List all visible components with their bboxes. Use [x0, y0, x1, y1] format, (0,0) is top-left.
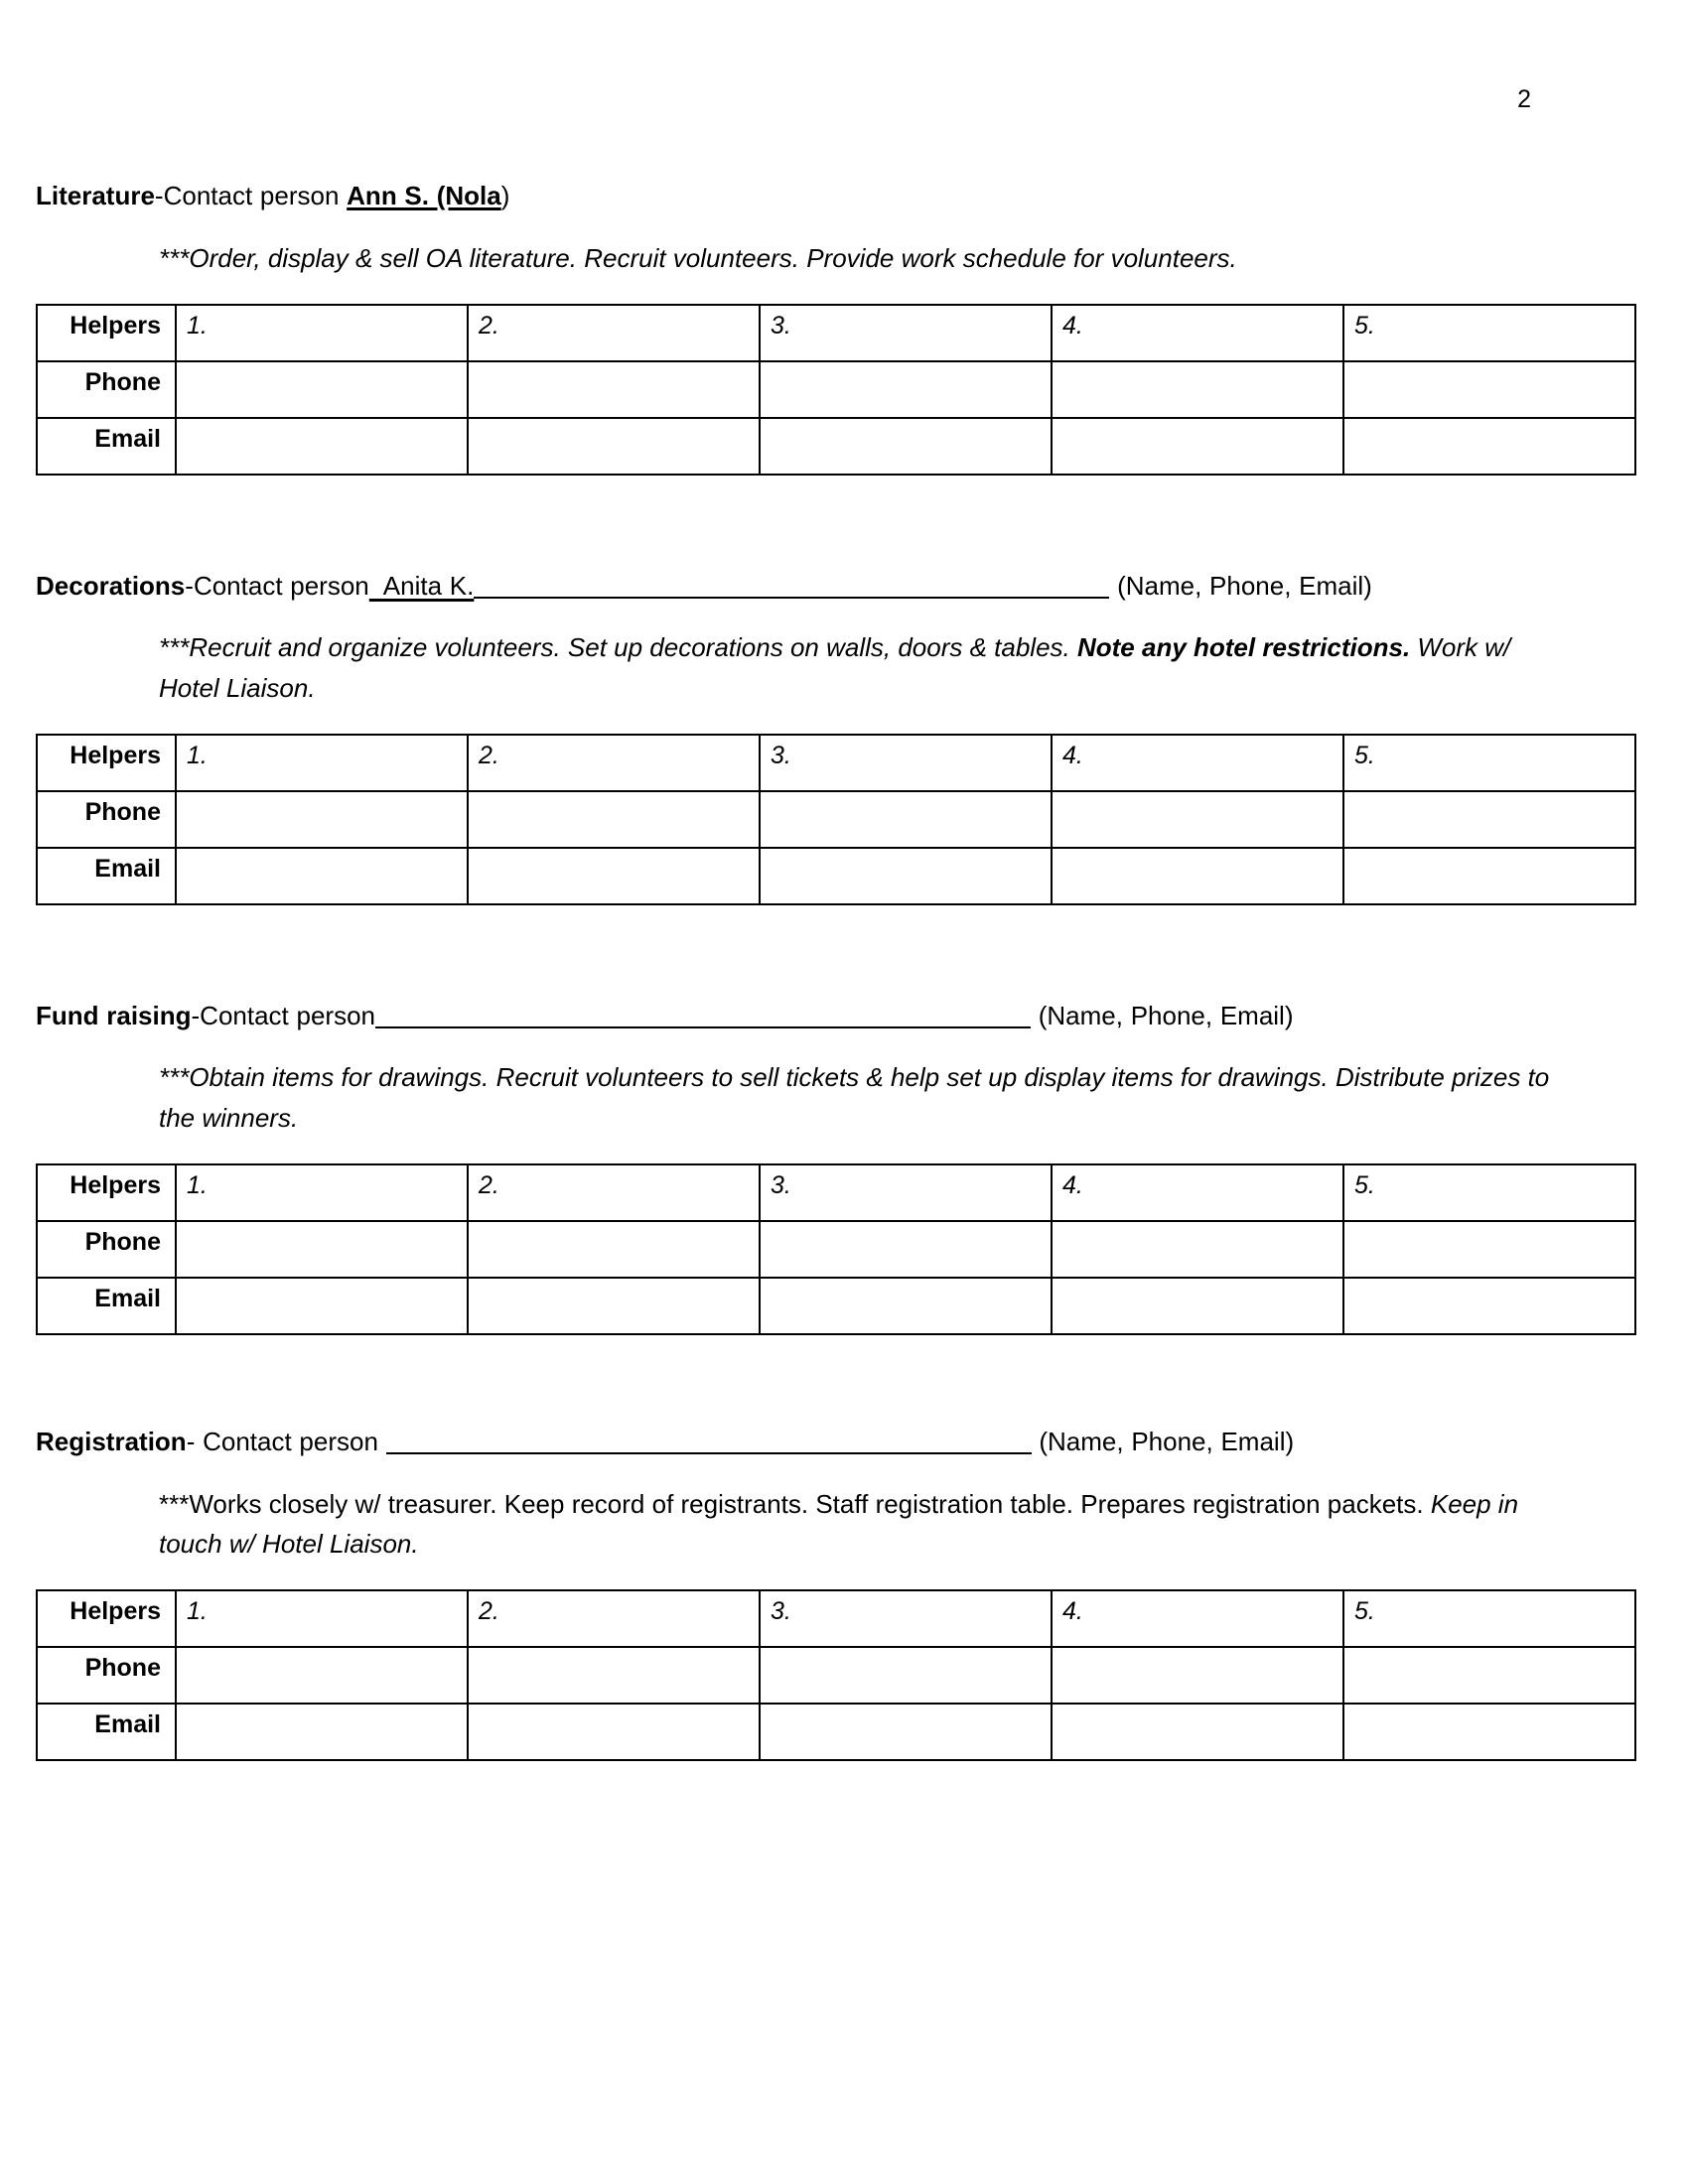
row-label-phone: Phone	[37, 791, 176, 848]
description-text-decorations-part2: Work w/ Hotel Liaison.	[159, 632, 1511, 703]
table-row-email	[37, 1704, 1635, 1760]
contact-note-fund-raising: (Name, Phone, Email)	[1038, 1000, 1294, 1030]
description-text-literature: Order, display & sell OA literature. Recruit volunteers. Provide work schedule for volunteers.	[189, 242, 1237, 273]
table-row-email	[37, 848, 1635, 904]
table-row-phone	[37, 791, 1635, 848]
helper-cell-4[interactable]: 4.	[1052, 1164, 1343, 1221]
email-cell-5[interactable]	[1343, 1278, 1635, 1334]
helper-cell-2[interactable]: 2.	[468, 735, 760, 791]
row-label-email: Email	[37, 1278, 176, 1334]
section-separator-decorations: -	[185, 570, 194, 601]
section-title-literature: Literature	[36, 181, 155, 210]
helpers-table-literature	[36, 304, 1636, 476]
description-text-registration-italic: Keep in touch w/ Hotel Liaison.	[159, 1488, 1519, 1559]
phone-cell-3[interactable]	[760, 1647, 1052, 1704]
phone-cell-4[interactable]	[1052, 361, 1343, 418]
table-row-helpers	[37, 735, 1635, 791]
email-cell-4[interactable]	[1052, 848, 1343, 904]
table-row-phone	[37, 1647, 1635, 1704]
section-title-registration: Registration	[36, 1427, 187, 1457]
section-title-fund-raising: Fund raising	[36, 1000, 192, 1030]
email-cell-2[interactable]	[468, 418, 760, 475]
contact-note-registration: (Name, Phone, Email)	[1039, 1427, 1295, 1457]
email-cell-5[interactable]	[1343, 1704, 1635, 1760]
phone-cell-5[interactable]	[1343, 361, 1635, 418]
email-cell-3[interactable]	[760, 418, 1052, 475]
row-label-email: Email	[37, 848, 176, 904]
helper-cell-1[interactable]: 1.	[176, 735, 468, 791]
helper-cell-5[interactable]: 5.	[1343, 1590, 1635, 1647]
phone-cell-3[interactable]	[760, 1221, 1052, 1278]
table-row-email	[37, 418, 1635, 475]
section-separator-registration: -	[186, 1427, 204, 1457]
row-label-helpers: Helpers	[37, 1164, 176, 1221]
phone-cell-4[interactable]	[1052, 791, 1343, 848]
section-spacer	[36, 476, 1634, 567]
phone-cell-3[interactable]	[760, 791, 1052, 848]
table-row-helpers	[37, 305, 1635, 361]
section-registration	[36, 1423, 1634, 1761]
phone-cell-2[interactable]	[468, 1647, 760, 1704]
phone-cell-1[interactable]	[176, 1221, 468, 1278]
email-cell-1[interactable]	[176, 418, 468, 475]
description-prefix-decorations: ***	[159, 632, 190, 663]
section-decorations	[36, 567, 1634, 905]
email-cell-2[interactable]	[468, 1704, 760, 1760]
table-row-email	[37, 1278, 1635, 1334]
phone-cell-2[interactable]	[468, 791, 760, 848]
phone-cell-3[interactable]	[760, 361, 1052, 418]
contact-label-registration: Contact person	[203, 1427, 386, 1457]
phone-cell-5[interactable]	[1343, 791, 1635, 848]
helper-cell-4[interactable]: 4.	[1052, 305, 1343, 361]
phone-cell-2[interactable]	[468, 1221, 760, 1278]
contact-value-tail-literature: )	[500, 181, 510, 210]
email-cell-4[interactable]	[1052, 1704, 1343, 1760]
helper-cell-2[interactable]: 2.	[468, 305, 760, 361]
row-label-helpers: Helpers	[37, 735, 176, 791]
table-row-phone	[37, 1221, 1635, 1278]
section-heading-fund-raising	[36, 997, 1634, 1036]
table-row-helpers	[37, 1164, 1635, 1221]
helper-cell-5[interactable]: 5.	[1343, 305, 1635, 361]
helper-cell-1[interactable]: 1.	[176, 1590, 468, 1647]
helper-cell-1[interactable]: 1.	[176, 305, 468, 361]
row-label-phone: Phone	[37, 1221, 176, 1278]
section-separator-fund-raising: -	[191, 1000, 201, 1030]
row-label-phone: Phone	[37, 361, 176, 418]
helpers-table-registration	[36, 1589, 1636, 1761]
email-cell-2[interactable]	[468, 848, 760, 904]
email-cell-1[interactable]	[176, 1704, 468, 1760]
helper-cell-5[interactable]: 5.	[1343, 1164, 1635, 1221]
section-heading-literature	[36, 177, 1634, 216]
helper-cell-2[interactable]: 2.	[468, 1590, 760, 1647]
phone-cell-5[interactable]	[1343, 1647, 1635, 1704]
phone-cell-1[interactable]	[176, 361, 468, 418]
helpers-table-fund-raising	[36, 1163, 1636, 1335]
helper-cell-3[interactable]: 3.	[760, 1590, 1052, 1647]
row-label-email: Email	[37, 418, 176, 475]
email-cell-1[interactable]	[176, 1278, 468, 1334]
section-heading-decorations	[36, 567, 1634, 607]
section-description-fund-raising	[36, 1057, 1634, 1138]
section-description-decorations	[36, 627, 1634, 708]
description-prefix-literature: ***	[159, 242, 190, 273]
email-cell-5[interactable]	[1343, 418, 1635, 475]
row-label-email: Email	[37, 1704, 176, 1760]
section-spacer	[36, 1335, 1634, 1423]
page-number: 2	[1517, 85, 1531, 113]
phone-cell-5[interactable]	[1343, 1221, 1635, 1278]
phone-cell-4[interactable]	[1052, 1647, 1343, 1704]
contact-note-decorations: (Name, Phone, Email)	[1117, 570, 1372, 601]
description-text-fund-raising: Obtain items for drawings. Recruit volunteers to sell tickets & help set up display items for drawings. Distribute prizes to the winners.	[159, 1062, 1550, 1133]
table-row-helpers	[37, 1590, 1635, 1647]
contact-blank-registration[interactable]	[386, 1426, 1032, 1454]
description-prefix-fund-raising: ***	[159, 1062, 190, 1093]
phone-cell-1[interactable]	[176, 791, 468, 848]
email-cell-3[interactable]	[760, 1704, 1052, 1760]
helper-cell-4[interactable]: 4.	[1052, 1590, 1343, 1647]
contact-blank-fund-raising[interactable]	[375, 1000, 1031, 1028]
description-text-decorations-part1: Recruit and organize volunteers. Set up decorations on walls, doors & tables.	[189, 632, 1077, 663]
email-cell-2[interactable]	[468, 1278, 760, 1334]
phone-cell-2[interactable]	[468, 361, 760, 418]
contact-value-literature: Ann S. (Nola	[347, 181, 501, 210]
contact-blank-decorations[interactable]	[474, 570, 1109, 599]
description-text-registration: Works closely w/ treasurer. Keep record of registrants. Staff registration table. Prepares registration packets.	[189, 1488, 1431, 1519]
section-title-decorations: Decorations	[36, 570, 186, 601]
description-prefix-registration: ***	[159, 1488, 190, 1519]
phone-cell-1[interactable]	[176, 1647, 468, 1704]
email-cell-4[interactable]	[1052, 1278, 1343, 1334]
email-cell-1[interactable]	[176, 848, 468, 904]
email-cell-3[interactable]	[760, 1278, 1052, 1334]
helper-cell-4[interactable]: 4.	[1052, 735, 1343, 791]
description-text-decorations-bold: Note any hotel restrictions.	[1076, 632, 1411, 663]
helper-cell-5[interactable]: 5.	[1343, 735, 1635, 791]
section-description-literature	[36, 238, 1634, 278]
helper-cell-3[interactable]: 3.	[760, 305, 1052, 361]
helper-cell-3[interactable]: 3.	[760, 1164, 1052, 1221]
section-description-registration	[36, 1484, 1634, 1565]
section-spacer	[36, 905, 1634, 997]
helper-cell-3[interactable]: 3.	[760, 735, 1052, 791]
email-cell-5[interactable]	[1343, 848, 1635, 904]
helper-cell-2[interactable]: 2.	[468, 1164, 760, 1221]
row-label-helpers: Helpers	[37, 305, 176, 361]
section-fund-raising	[36, 997, 1634, 1335]
email-cell-3[interactable]	[760, 848, 1052, 904]
contact-label-literature: Contact person	[163, 181, 340, 210]
section-literature	[36, 177, 1634, 476]
row-label-helpers: Helpers	[37, 1590, 176, 1647]
contact-label-decorations: Contact person	[193, 570, 369, 601]
contact-value-decorations[interactable]: Anita K.	[368, 570, 475, 601]
helpers-table-decorations	[36, 734, 1636, 905]
document-content	[36, 177, 1634, 1761]
table-row-phone	[37, 361, 1635, 418]
email-cell-4[interactable]	[1052, 418, 1343, 475]
phone-cell-4[interactable]	[1052, 1221, 1343, 1278]
section-separator-literature: -	[154, 181, 164, 210]
section-heading-registration	[36, 1423, 1634, 1462]
contact-label-fund-raising: Contact person	[200, 1000, 375, 1030]
row-label-phone: Phone	[37, 1647, 176, 1704]
helper-cell-1[interactable]: 1.	[176, 1164, 468, 1221]
